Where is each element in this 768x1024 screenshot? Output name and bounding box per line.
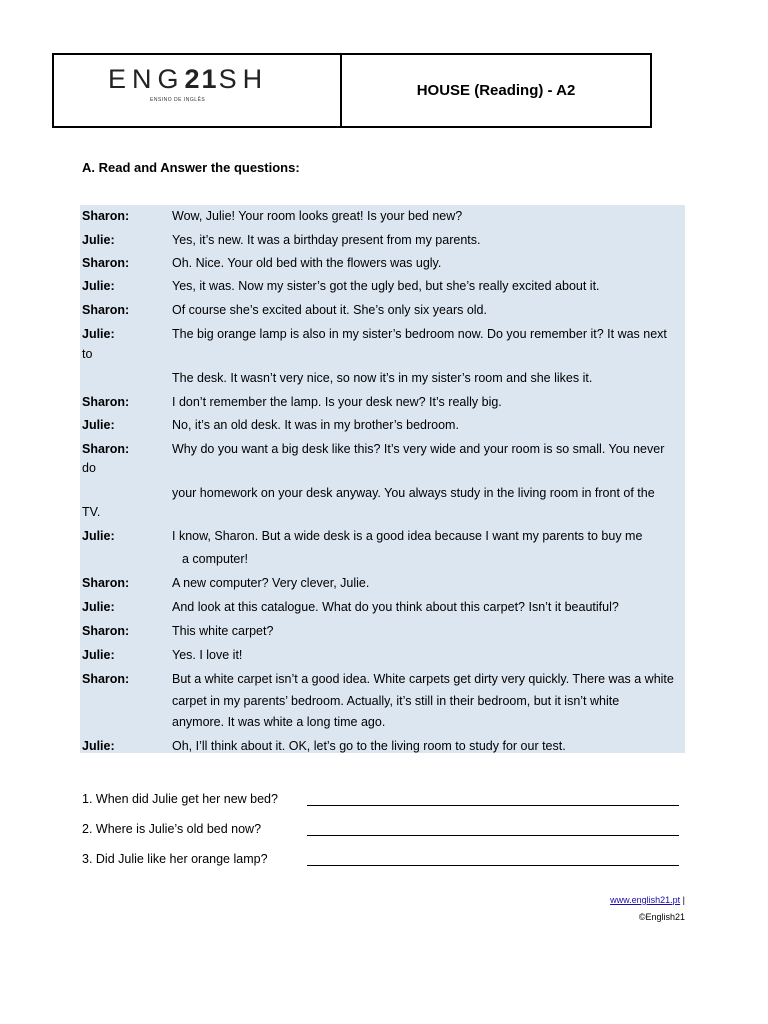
logo-subtitle: ENSINO DE INGLÊS	[150, 97, 206, 103]
dialogue-text: The desk. It wasn’t very nice, so now it’s in my sister’s room and she likes it.	[172, 371, 593, 385]
speaker-label: Sharon:	[82, 303, 130, 317]
worksheet-title: HOUSE (Reading) - A2	[416, 82, 576, 99]
speaker-label: Sharon:	[82, 256, 130, 270]
question-1: 1. When did Julie get her new bed?	[82, 792, 278, 806]
question-3: 3. Did Julie like her orange lamp?	[82, 852, 268, 866]
speaker-label: Sharon:	[82, 672, 130, 686]
dialogue-text: Oh, I’ll think about it. OK, let’s go to the living room to study for our test.	[172, 739, 566, 753]
speaker-label: Julie:	[82, 327, 115, 341]
speaker-label: Julie:	[82, 418, 115, 432]
copyright: ©English21	[638, 912, 685, 922]
speaker-label: Sharon:	[82, 624, 130, 638]
dialogue-text: Yes, it was. Now my sister’s got the ugly bed, but she’s really excited about it.	[172, 279, 600, 293]
logo-pre: ENG	[108, 64, 185, 94]
dialogue-text: No, it’s an old desk. It was in my brother’s bedroom.	[172, 418, 459, 432]
dialogue-continuation: a computer!	[182, 552, 249, 566]
answer-line-2[interactable]	[307, 835, 679, 836]
speaker-label: Sharon:	[82, 576, 130, 590]
speaker-label: Julie:	[82, 648, 115, 662]
dialogue-continuation: anymore. It was white a long time ago.	[172, 715, 386, 729]
dialogue-text: But a white carpet isn’t a good idea. White carpets get dirty very quickly. There was a white	[172, 672, 674, 686]
dialogue-continuation: carpet in my parents’ bedroom. Actually, it’s still in their bedroom, but it isn’t white	[172, 694, 620, 708]
speaker-label: Julie:	[82, 739, 115, 753]
answer-line-1[interactable]	[307, 805, 679, 806]
question-2: 2. Where is Julie’s old bed now?	[82, 822, 262, 836]
dialogue-text: Yes. I love it!	[172, 648, 243, 662]
dialogue-text: your homework on your desk anyway. You always study in the living room in front of the	[172, 486, 655, 500]
dialogue-text: Why do you want a big desk like this? It’s very wide and your room is so small. You never	[172, 442, 665, 456]
dialogue-text: Of course she’s excited about it. She’s only six years old.	[172, 303, 487, 317]
logo	[108, 64, 268, 95]
dialogue-text: And look at this catalogue. What do you think about this carpet? Isn’t it beautiful?	[172, 600, 619, 614]
speaker-label: Julie:	[82, 233, 115, 247]
dialogue-text: The big orange lamp is also in my sister’s bedroom now. Do you remember it? It was next	[172, 327, 667, 341]
dialogue-text: Oh. Nice. Your old bed with the flowers was ugly.	[172, 256, 442, 270]
dialogue-text: Wow, Julie! Your room looks great! Is your bed new?	[172, 209, 463, 223]
dialogue-text: A new computer? Very clever, Julie.	[172, 576, 370, 590]
footer-separator: |	[680, 895, 685, 905]
dialogue-text: This white carpet?	[172, 624, 274, 638]
dialogue-text: I don’t remember the lamp. Is your desk new? It’s really big.	[172, 395, 502, 409]
dialogue-wrap: TV.	[82, 505, 101, 519]
website-link[interactable]: www.english21.pt	[610, 895, 681, 905]
speaker-label: Julie:	[82, 279, 115, 293]
section-title: A. Read and Answer the questions:	[82, 160, 300, 175]
header-table	[52, 53, 652, 128]
answer-line-3[interactable]	[307, 865, 679, 866]
speaker-label: Sharon:	[82, 209, 130, 223]
dialogue-wrap: to	[82, 347, 93, 361]
dialogue-text: I know, Sharon. But a wide desk is a good idea because I want my parents to buy me	[172, 529, 643, 543]
dialogue-text: Yes, it’s new. It was a birthday present from my parents.	[172, 233, 481, 247]
speaker-label: Julie:	[82, 600, 115, 614]
logo-cell	[54, 55, 342, 126]
speaker-label: Sharon:	[82, 442, 130, 456]
logo-post: SH	[218, 64, 269, 94]
speaker-label: Sharon:	[82, 395, 130, 409]
speaker-label: Julie:	[82, 529, 115, 543]
footer-link-row	[610, 895, 685, 905]
logo-mid: 21	[184, 64, 219, 94]
dialogue-wrap: do	[82, 461, 96, 475]
